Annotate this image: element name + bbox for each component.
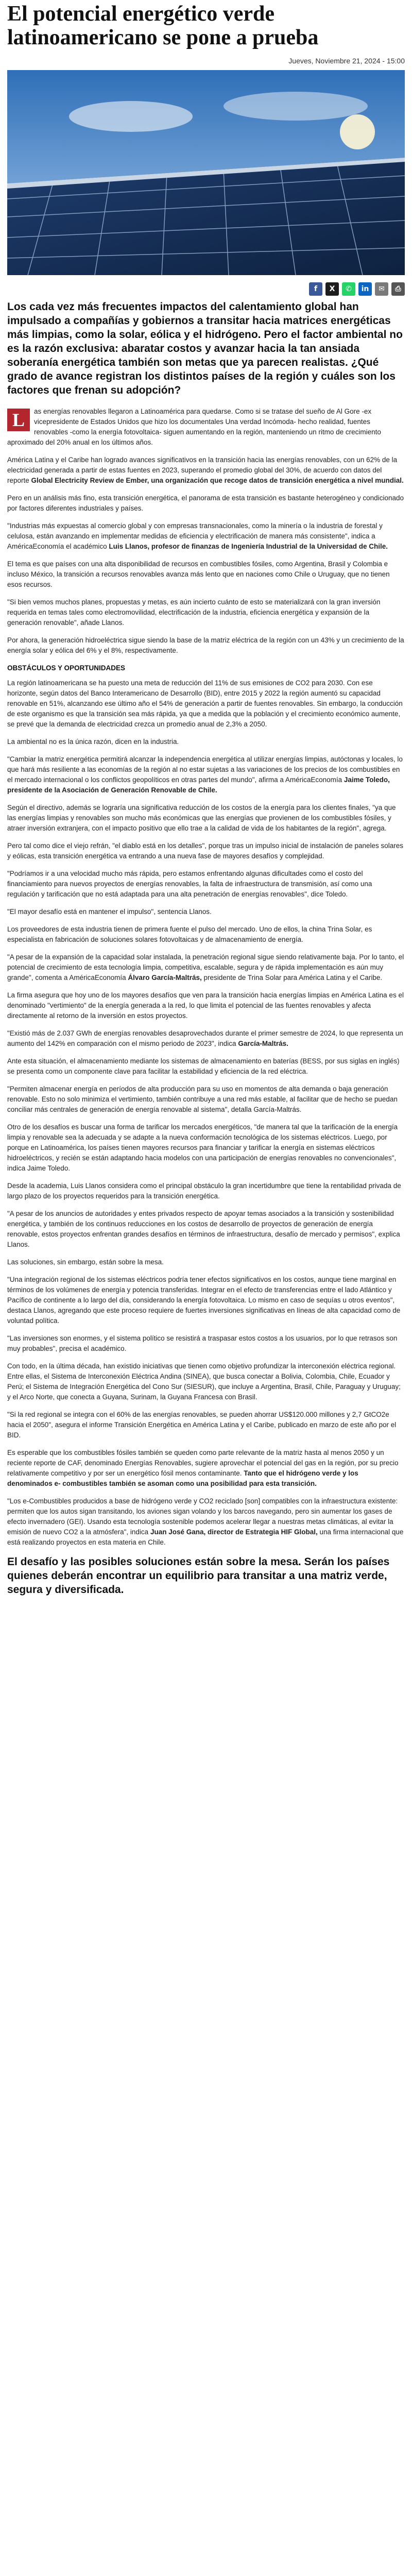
paragraph-9: La ambiental no es la única razón, dicen en la industria. [7,738,179,745]
paragraph-19: Ante esta situación, el almacenamiento mediante los sistemas de almacenamiento en baterías (BESS, por sus siglas en inglés) se presenta como un componente clave para facilitar la estabilidad y eficiencia de la red eléctrica. [7,1057,400,1075]
paragraph-bold: Luis Llanos, profesor de finanzas de Ingeniería Industrial de la Universidad de Chile. [109,543,388,550]
paragraph-bold: García-Maltrás. [238,1040,288,1047]
share-bar [7,282,405,296]
paragraph-18 [7,1028,405,1049]
paragraph-29 [7,1448,405,1489]
paragraph-text: "Los e-Combustibles producidos a base de hidrógeno verde y CO2 reciclado [son] compatibles con la infraestructura existente: permiten que los autos sigan transitando, los aviones sigan volando y los barcos navegando, pero sin aumentar los gases de efecto invernadero (GEI). Usando esta tecnología sostenible podemos acelerar llegar a nuestras metas climáticas, al evitar la emisión de nuevo CO2 a la atmósfera", indica [7,1497,398,1536]
paragraph-7: Por ahora, la generación hidroeléctrica sigue siendo la base de la matriz eléctrica de la región con un 43% y un crecimiento de la energía solar y eólica del 6% y el 8%, respectivamente. [7,636,404,654]
email-share-icon[interactable]: ✉ [375,282,388,296]
linkedin-share-icon[interactable]: in [358,282,372,296]
paragraph-13: "Podríamos ir a una velocidad mucho más rápida, pero estamos enfrentando algunas dificultades como el costo del financiamiento para nuevos proyectos de energías renovables, la falta de infraestructura de transmisión, así como una regulación y tarificación que no está adaptada para una alta penetración de energías renovables", dice Toledo. [7,870,372,898]
paragraph-16 [7,952,405,983]
paragraph-bold: Juan José Gana, director de Estrategia HIF Global, [150,1528,318,1536]
paragraph-21: Otro de los desafíos es buscar una forma de tarificar los mercados energéticos, "de manera tal que la tarificación de la energía limpia y renovable sea la adecuada y se adapte a la nueva conformación tecnológica de los sistemas eléctricos. Luego, por porque en Latinoamérica, los países tienen mayores recursos para financiar y tarificar la energía en sistemas eléctricos hidroeléctricos, y recién se están adaptando hacia modelos con una participación de energías renovables no convencionales", indica Jaime Toledo. [7,1123,398,1172]
paragraph-bold: Tanto que el hidrógeno verde y los denominados e- combustibles también se asoman como una posibilidad para esta transición. [7,1469,358,1487]
article-headline: El potencial energético verde latinoamericano se pone a prueba [7,2,319,49]
paragraph-3: Pero en un análisis más fino, esta transición energética, el panorama de esta transición es bastante heterogéneo y condicionado por factores diferentes industriales y países. [7,494,404,512]
solar-panels-illustration [7,70,405,275]
paragraph-27: Con todo, en la última década, han existido iniciativas que tienen como objetivo profundizar la interconexión eléctrica regional. Entre ellas, el Sistema de Interconexión Eléctrica Andina (SINEA), que busca conectar a Bolivia, Colombia, Chile, Ecuador y Perú; el Sistema de Integración Energética del Cono Sur (SIESUR), que incluye a Argentina, Brasil, Chile, Paraguay y Uruguay; y el Arco Norte, que conecta a Guyana, Surinam, la Guyana Francesa con Brasil. [7,1362,401,1401]
paragraph-14: "El mayor desafío está en mantener el impulso", sentencia Llanos. [7,908,212,916]
paragraph-1 [7,406,405,448]
paragraph-text: "Existió más de 2.037 GWh de energías renovables desaprovechados durante el primer semestre de 2024, lo que representa un aumento del 142% en comparación con el mismo periodo de 2023", indica [7,1029,403,1047]
paragraph-text: "Industrias más expuestas al comercio global y con empresas transnacionales, como la minería o la industria de forestal y celulosa, están avanzando en implementar medidas de eficiencia y electrificación de manera más consistente", indica a AméricaEconomía el académico [7,522,383,550]
paragraph-text: presidente de Trina Solar para América Latina y el Caribe. [201,974,383,981]
paragraph-25: "Una integración regional de los sistemas eléctricos podría tener efectos significativos en los costos, aunque tiene marginal en términos de los volúmenes de energía y potencia transferidas. Integrar en el efecto de transferencias entre el lado Atlántico y Pacífico de continente a lo largo del día, considerando la energía fotovoltaica. Lo mismo en caso de sequías u otros eventos", destaca Llanos, agregando que este proceso requiere de fuertes inversiones significativas en líneas de alta capacidad como de voluntad política. [7,1276,401,1325]
dropcap: L [7,409,30,431]
article-lead: Los cada vez más frecuentes impactos del calentamiento global han impulsado a compañías y gobiernos a transitar hacia matrices energéticas más limpias, como la solar, eólica y el hidrógeno. Pero el factor ambiental no es la razón exclusiva: abaratar costos y avanzar hacia la tan ansiada soberanía energética también son metas que ya parecen realistas. ¿Qué grado de avance registran los distintos países de la región y cuáles son los factores que frenan su adopción? [7,301,403,396]
paragraph-17: La firma asegura que hoy uno de los mayores desafíos que ven para la transición hacia energías limpias en América Latina es el denominado "vertimiento" de la energía generada a la red, lo que limita el potencial de las fuentes renovables y afecta directamente al retorno de la inversión en estos proyectos. [7,991,404,1020]
paragraph-2 [7,455,405,486]
article-dateline: Jueves, Noviembre 21, 2024 - 15:00 [288,57,405,65]
paragraph-24: Las soluciones, sin embargo, están sobre la mesa. [7,1258,164,1266]
paragraph-12: Pero tal como dice el viejo refrán, "el diablo está en los detalles", porque tras un impulso inicial de instalación de paneles solares y eólicas, esta transición energética va entrando a una nueva fase de mayores desafíos y complejidad. [7,842,404,860]
paragraph-15: Los proveedores de esta industria tienen de primera fuente el pulso del mercado. Uno de ellos, la china Trina Solar, es especialista en fabricación de soluciones solares fotovoltaicas y de almacenamiento de energía. [7,925,372,943]
paragraph-22: Desde la academia, Luis Llanos considera como el principal obstáculo la gran incertidumbre que tiene la rentabilidad privada de largo plazo de los proyectos requeridos para la transición energética. [7,1182,401,1200]
facebook-share-icon[interactable]: f [309,282,322,296]
paragraph-8: La región latinoamericana se ha puesto una meta de reducción del 11% de sus emisiones de CO2 para 2030. Con ese horizonte, según datos del Banco Interamericano de Desarrollo (BID), entre 2015 y 2022 la región aumentó su capacidad renovable en 51%, alcanzando ese último año el 54% de generación a partir de fuentes renovables. Sin embargo, la conducción de este organismo es que la transición sea más rápida, ya que a medida que la población y el crecimiento económico aumente, se prevé que la demanda de electricidad crezca un promedio anual de 2,3% a 2050. [7,679,403,728]
hero-image [7,70,405,275]
closing-lead: El desafío y las posibles soluciones están sobre la mesa. Serán los países quienes deberán encontrar un equilibrio para transitar a una matriz verde, segura y diversificada. [7,1556,390,1596]
paragraph-text: "Cambiar la matriz energética permitirá alcanzar la independencia energética al utilizar energías limpias, autóctonas y locales, lo que hará más resiliente a las economías de la región al no estar sujetas a las variaciones de los precios de los combustibles en el mercado internacional o los conflictos geopolíticos en otras partes del mundo", afirma a AméricaEconomía [7,755,403,784]
print-icon[interactable]: ⎙ [391,282,405,296]
paragraph-28: "Si la red regional se integra con el 60% de las energías renovables, se pueden ahorrar US$120.000 millones y 2,7 GtCO2e hacia el 2050", asegura el informe Transición Energética en América Latina y el Caribe, publicado en marzo de este año por el BID. [7,1411,397,1439]
paragraph-10 [7,754,405,795]
paragraph-text: Es esperable que los combustibles fósiles también se queden como parte relevante de la matriz hasta al menos 2050 y un reciente reporte de CAF, denominado Energías Renovables, sugiere aprovechar el potencial del gas en la región, por su precio relativamente competitivo y por ser un energético fósil menos contaminante. [7,1449,399,1477]
paragraph-23: "A pesar de los anuncios de autoridades y entes privados respecto de apoyar temas asociados a la transición y sostenibilidad energética, y también de los continuos reducciones en los costos de desarrollo de proyectos de generación de energía renovable, estos proyectos enfrentan grandes desafíos en términos de infraestructura, desafío de mercado y permisos", explica Llanos. [7,1210,400,1248]
paragraph-text: "A pesar de la expansión de la capacidad solar instalada, la penetración regional sigue siendo relativamente baja. Por lo tanto, el potencial de crecimiento de esta tecnología limpia, competitiva, escalable, segura y de rápida implementación es aún muy grande", comenta a AméricaEconomía [7,953,404,981]
paragraph-text: una firma internacional que está realizando proyectos en esta materia en Chile. [7,1528,404,1546]
paragraph-text: as energías renovables llegaron a Latinoamérica para quedarse. Como si se tratase del sueño de Al Gore -ex vicepresidente de Estados Unidos que hizo los documentales Una verdad Incómoda- hecho realidad, fuentes renovables -como la energía fotovoltaica- siguen aumentando en la región, manteniendo un ritmo de crecimiento aproximado del 20% anual en los últimos años. [7,408,381,446]
paragraph-11: Según el directivo, además se lograría una significativa reducción de los costos de la energía para los clientes finales, "ya que las energías limpias y renovables son mucho más económicas que las energías que provienen de los combustibles fósiles, y atraer inversión extranjera, con el impacto positivo que ello trae a la calidad de vida de los habitantes de la región", agrega. [7,804,396,832]
article-body [7,406,405,1548]
paragraph-20: "Permiten almacenar energía en períodos de alta producción para su uso en momentos de alta demanda o baja generación renovable. Esto no solo minimiza el vertimiento, también contribuye a una red más estable, al facilitar que de hecho se puedan conciliar más centrales de generación de energía renovable al sistema", detalla García-Maltrás. [7,1085,398,1113]
section-subhead: OBSTÁCULOS Y OPORTUNIDADES [7,664,126,672]
paragraph-bold: Álvaro García-Maltrás, [128,974,202,981]
paragraph-4 [7,521,405,552]
paragraph-text: América Latina y el Caribe han logrado avances significativos en la transición hacia las energías renovables, con un 62% de la electricidad generada a partir de estas fuentes en 2023, superando el promedio global del 30%, de acuerdo con datos del reporte [7,456,398,484]
paragraph-bold: Global Electricity Review de Ember, una organización que recoge datos de transición energética a nivel mundial. [31,477,404,484]
paragraph-26: "Las inversiones son enormes, y el sistema político se resistirá a traspasar estos costos a los usuarios, por lo que retrasos son muy probables", precisa el académico. [7,1334,398,1352]
paragraph-6: "Si bien vemos muchos planes, propuestas y metas, es aún incierto cuánto de esto se materializará con la gran inversión requerida en temas tales como electromovilidad, electrificación de la industria, eficiencia energética y expansión de la generación renovable", añade Llanos. [7,598,381,626]
paragraph-bold: Jaime Toledo, presidente de la Asociación de Generación Renovable de Chile. [7,776,390,794]
paragraph-5: El tema es que países con una alta disponibilidad de recursos en combustibles fósiles, como Argentina, Brasil y Colombia e incluso México, la transición a recursos renovables avanza más lento que en naciones como Chile o Uruguay, que no tienen esos recursos. [7,560,390,588]
twitter-share-icon[interactable]: X [325,282,339,296]
paragraph-30 [7,1496,405,1548]
whatsapp-share-icon[interactable]: ✆ [342,282,355,296]
